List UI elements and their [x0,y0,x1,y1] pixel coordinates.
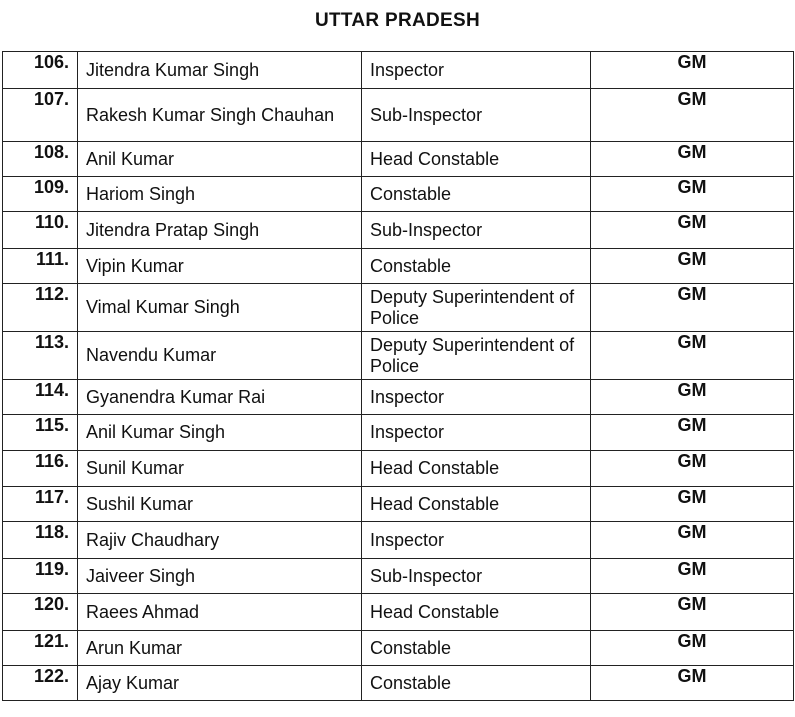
rank-cell: Head Constable [362,142,591,177]
table-row [3,415,794,451]
name-cell: Hariom Singh [78,177,362,212]
award-cell: GM [591,332,794,380]
award-cell: GM [591,52,794,89]
award-cell: GM [591,487,794,522]
award-cell: GM [591,594,794,631]
serial-number-cell: 121. [3,631,78,666]
award-cell: GM [591,177,794,212]
awardee-table-body [3,52,794,701]
award-cell: GM [591,380,794,415]
name-cell: Vipin Kumar [78,249,362,284]
rank-cell: Head Constable [362,451,591,487]
rank-cell: Inspector [362,52,591,89]
table-row [3,89,794,142]
name-cell: Jitendra Pratap Singh [78,212,362,249]
serial-number-cell: 119. [3,559,78,594]
name-cell: Sunil Kumar [78,451,362,487]
name-cell: Gyanendra Kumar Rai [78,380,362,415]
name-cell: Sushil Kumar [78,487,362,522]
rank-cell: Constable [362,631,591,666]
serial-number-cell: 113. [3,332,78,380]
table-row [3,52,794,89]
award-cell: GM [591,415,794,451]
rank-cell: Inspector [362,380,591,415]
award-cell: GM [591,284,794,332]
award-cell: GM [591,89,794,142]
name-cell: Anil Kumar [78,142,362,177]
rank-cell: Sub-Inspector [362,559,591,594]
name-cell: Navendu Kumar [78,332,362,380]
name-cell: Rajiv Chaudhary [78,522,362,559]
rank-cell: Head Constable [362,594,591,631]
award-cell: GM [591,631,794,666]
rank-cell: Constable [362,249,591,284]
rank-cell: Inspector [362,522,591,559]
serial-number-cell: 108. [3,142,78,177]
serial-number-cell: 115. [3,415,78,451]
serial-number-cell: 120. [3,594,78,631]
award-cell: GM [591,666,794,701]
serial-number-cell: 111. [3,249,78,284]
name-cell: Ajay Kumar [78,666,362,701]
page-title: UTTAR PRADESH [314,10,481,31]
rank-cell: Head Constable [362,487,591,522]
table-row [3,212,794,249]
serial-number-cell: 112. [3,284,78,332]
serial-number-cell: 109. [3,177,78,212]
serial-number-cell: 107. [3,89,78,142]
table-row [3,666,794,701]
name-cell: Rakesh Kumar Singh Chauhan [78,89,362,142]
rank-cell: Constable [362,177,591,212]
rank-cell: Sub-Inspector [362,212,591,249]
serial-number-cell: 116. [3,451,78,487]
name-cell: Raees Ahmad [78,594,362,631]
table-row [3,284,794,332]
serial-number-cell: 114. [3,380,78,415]
name-cell: Jitendra Kumar Singh [78,52,362,89]
serial-number-cell: 110. [3,212,78,249]
rank-cell: Inspector [362,415,591,451]
awardee-table [2,51,794,701]
serial-number-cell: 118. [3,522,78,559]
table-row [3,332,794,380]
table-row [3,522,794,559]
award-cell: GM [591,522,794,559]
table-row [3,249,794,284]
award-cell: GM [591,212,794,249]
name-cell: Vimal Kumar Singh [78,284,362,332]
name-cell: Anil Kumar Singh [78,415,362,451]
table-row [3,594,794,631]
rank-cell: Deputy Superintendent of Police [362,284,591,332]
table-row [3,451,794,487]
table-row [3,559,794,594]
table-row [3,380,794,415]
rank-cell: Deputy Superintendent of Police [362,332,591,380]
award-cell: GM [591,559,794,594]
serial-number-cell: 117. [3,487,78,522]
award-cell: GM [591,451,794,487]
rank-cell: Constable [362,666,591,701]
rank-cell: Sub-Inspector [362,89,591,142]
name-cell: Jaiveer Singh [78,559,362,594]
table-row [3,631,794,666]
table-row [3,487,794,522]
serial-number-cell: 122. [3,666,78,701]
serial-number-cell: 106. [3,52,78,89]
award-cell: GM [591,249,794,284]
table-row [3,142,794,177]
table-row [3,177,794,212]
name-cell: Arun Kumar [78,631,362,666]
award-cell: GM [591,142,794,177]
